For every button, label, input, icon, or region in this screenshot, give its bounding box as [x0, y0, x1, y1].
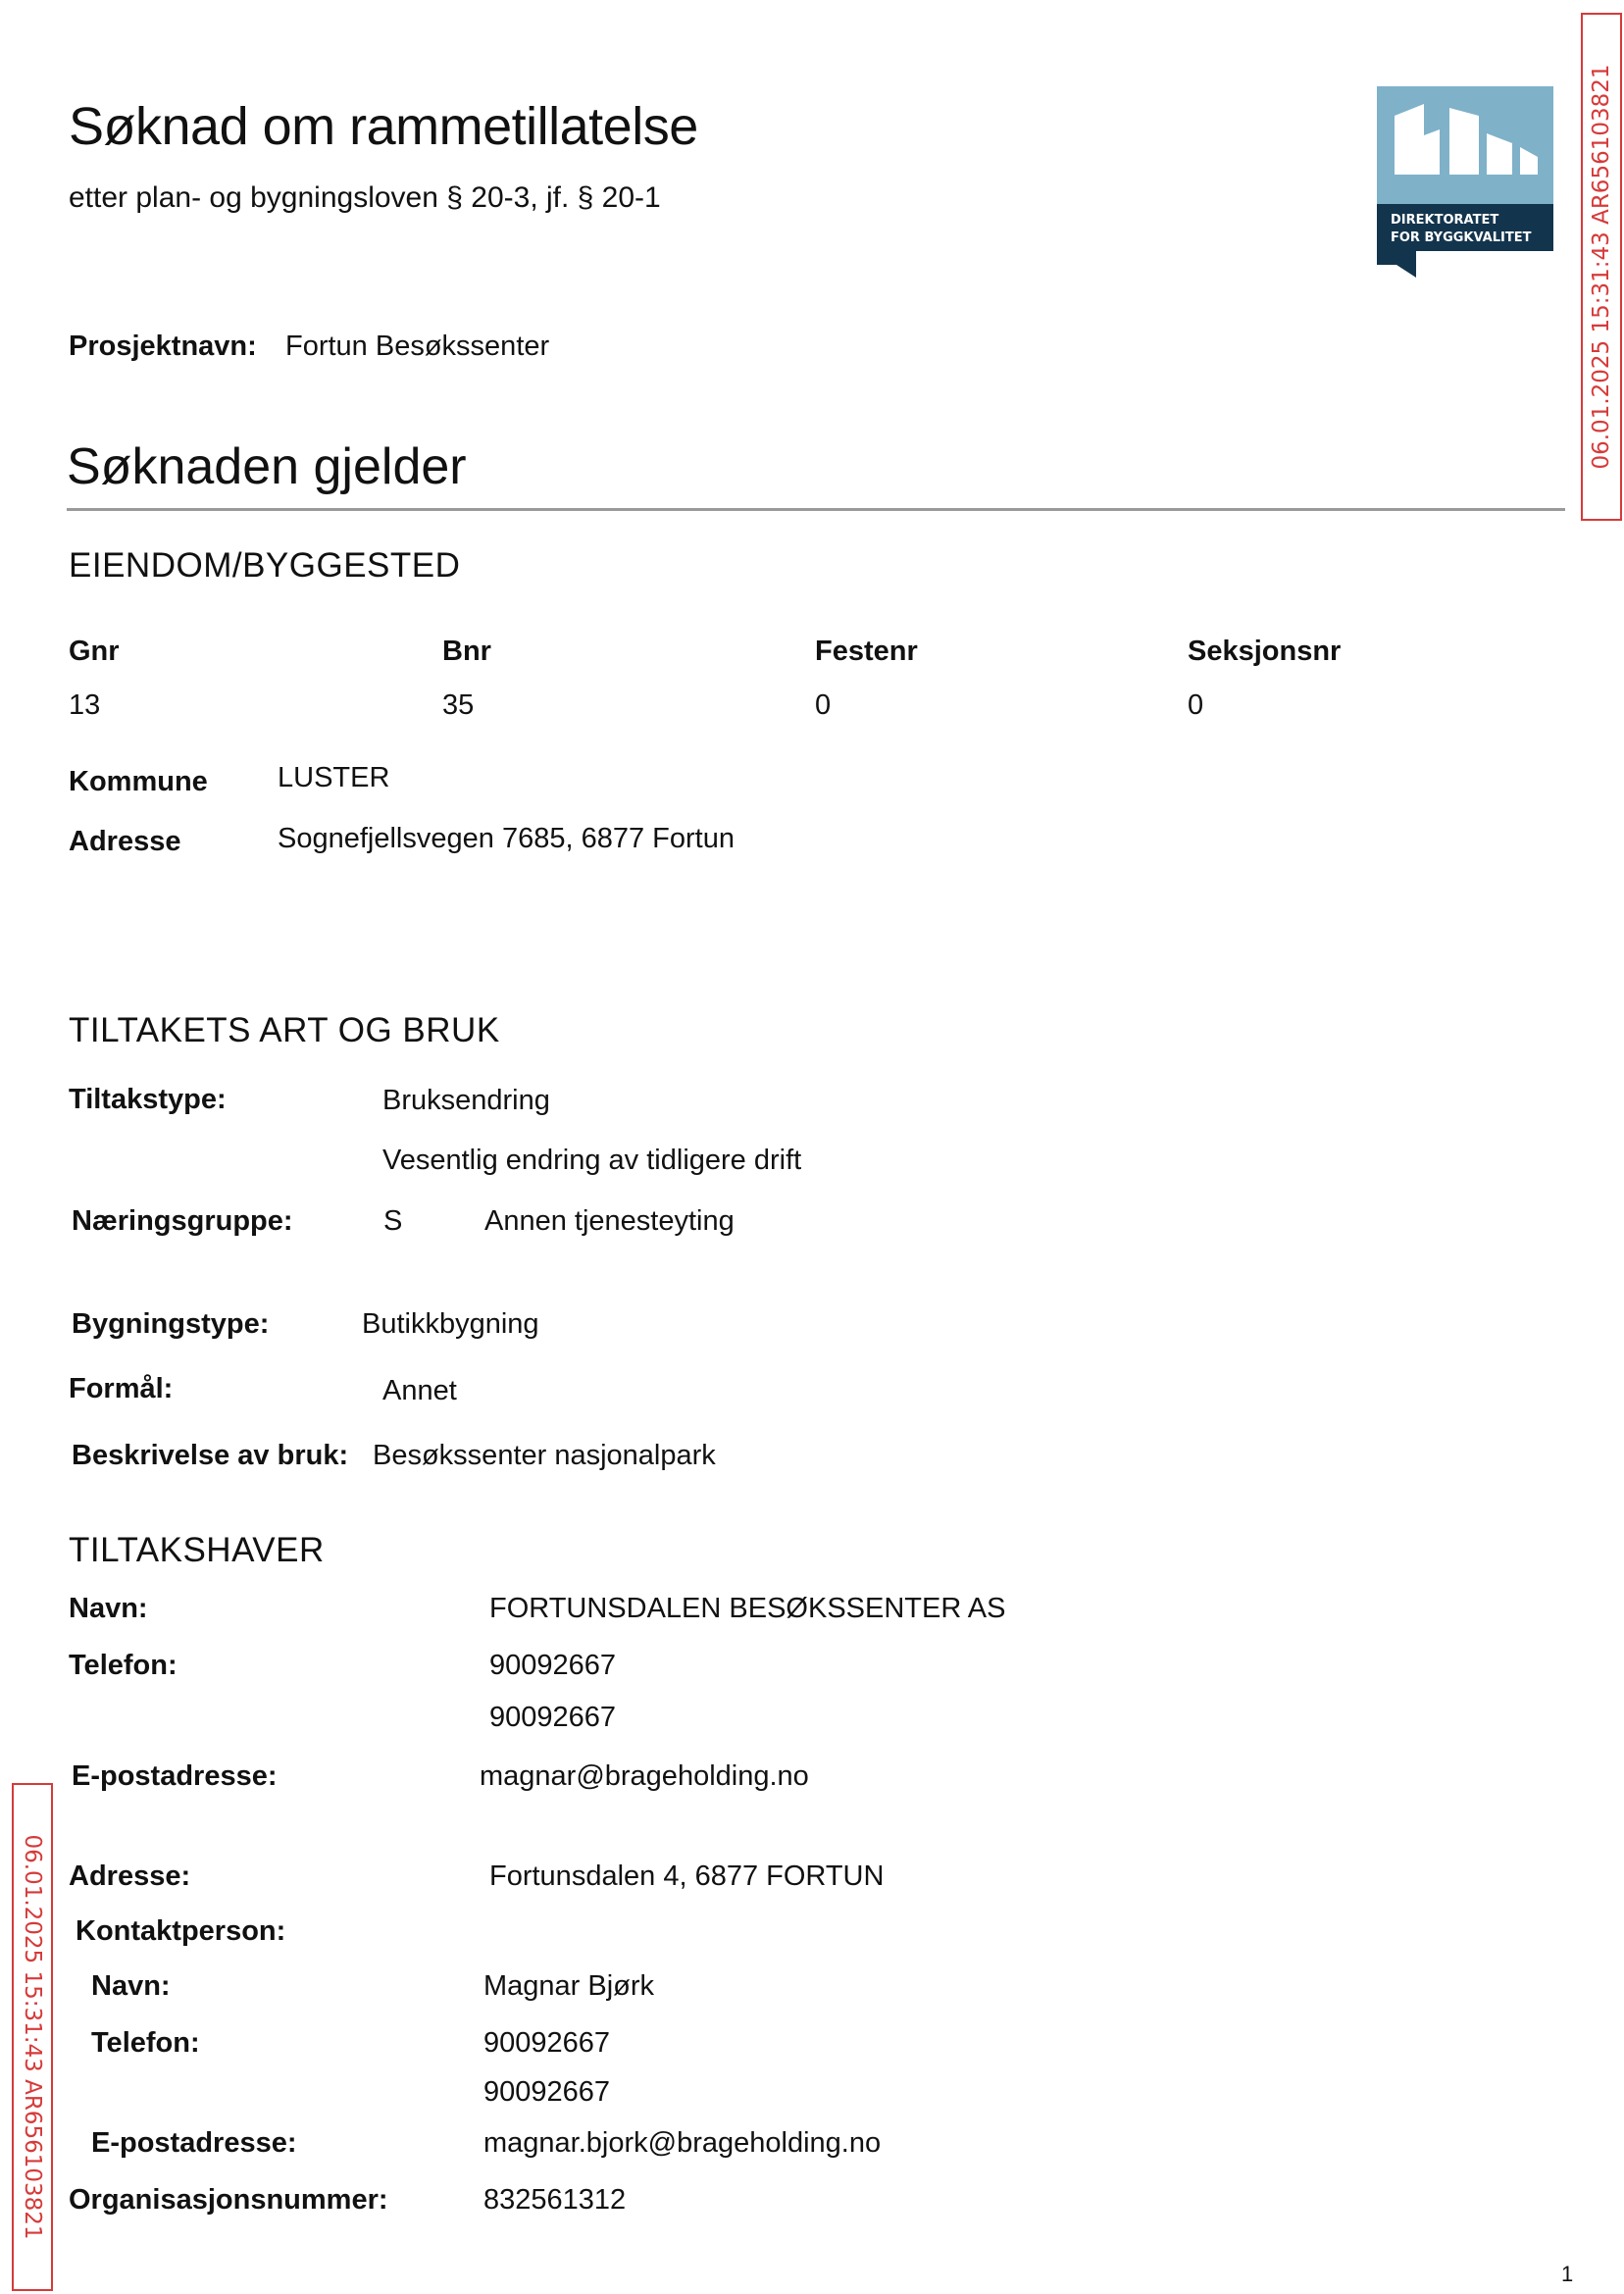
owner-phone-2: 90092667: [489, 1702, 617, 1733]
contact-phone-label: Telefon:: [91, 2027, 200, 2059]
owner-phone-label: Telefon:: [69, 1650, 178, 1681]
seksjonsnr-value: 0: [1188, 689, 1204, 721]
project-name-value: Fortun Besøkssenter: [285, 331, 550, 362]
building-type-label: Bygningstype:: [72, 1308, 270, 1340]
contact-phone-2: 90092667: [483, 2076, 611, 2108]
industry-name: Annen tjenesteyting: [484, 1205, 735, 1237]
contact-email-label: E-postadresse:: [91, 2127, 297, 2159]
gnr-value: 13: [69, 689, 101, 721]
owner-name-label: Navn:: [69, 1593, 148, 1624]
usage-value: Besøkssenter nasjonalpark: [373, 1440, 716, 1471]
address-value: Sognefjellsvegen 7685, 6877 Fortun: [278, 823, 735, 854]
org-number-label: Organisasjonsnummer:: [69, 2184, 388, 2216]
stamp-text: 06.01.2025 15:31:43 AR656103821: [1589, 64, 1614, 470]
municipality-value: LUSTER: [278, 762, 390, 793]
usage-label: Beskrivelse av bruk:: [72, 1440, 349, 1471]
measure-type-2: Vesentlig endring av tidligere drift: [382, 1145, 802, 1176]
document-subtitle: etter plan- og bygningsloven § 20-3, jf. § 20-1: [69, 181, 661, 214]
archive-stamp-right: [1581, 13, 1622, 521]
measure-heading: TILTAKETS ART OG BRUK: [69, 1011, 500, 1049]
org-number-value: 832561312: [483, 2184, 627, 2216]
project-name-label: Prosjektnavn:: [69, 331, 257, 362]
seksjonsnr-label: Seksjonsnr: [1188, 636, 1342, 667]
section-title: Søknaden gjelder: [67, 438, 467, 495]
section-divider: [67, 508, 1565, 511]
logo-text-2: FOR BYGGKVALITET: [1391, 230, 1532, 245]
measure-type-label: Tiltakstype:: [69, 1084, 227, 1115]
owner-phone-1: 90092667: [489, 1650, 617, 1681]
owner-name-value: FORTUNSDALEN BESØKSSENTER AS: [489, 1593, 1006, 1624]
archive-stamp-left: [12, 1783, 53, 2291]
page-number: 1: [1561, 2262, 1574, 2286]
contact-phone-1: 90092667: [483, 2027, 611, 2059]
dibk-logo: [1377, 86, 1553, 278]
bnr-label: Bnr: [442, 636, 491, 667]
contact-email-value: magnar.bjork@brageholding.no: [483, 2127, 882, 2159]
municipality-label: Kommune: [69, 766, 208, 797]
festenr-value: 0: [815, 689, 832, 721]
contact-name-value: Magnar Bjørk: [483, 1970, 655, 2002]
owner-email-value: magnar@brageholding.no: [480, 1760, 809, 1792]
logo-text-1: DIREKTORATET: [1391, 213, 1499, 228]
contact-name-label: Navn:: [91, 1970, 171, 2002]
owner-address-value: Fortunsdalen 4, 6877 FORTUN: [489, 1861, 885, 1892]
contact-person-label: Kontaktperson:: [76, 1915, 286, 1947]
bnr-value: 35: [442, 689, 475, 721]
purpose-label: Formål:: [69, 1373, 174, 1404]
owner-address-label: Adresse:: [69, 1861, 191, 1892]
owner-email-label: E-postadresse:: [72, 1760, 278, 1792]
measure-type-1: Bruksendring: [382, 1085, 550, 1116]
document-title: Søknad om rammetillatelse: [69, 97, 698, 156]
stamp-text: 06.01.2025 15:31:43 AR656103821: [20, 1834, 45, 2240]
industry-code: S: [383, 1205, 403, 1237]
purpose-value: Annet: [382, 1375, 457, 1406]
industry-label: Næringsgruppe:: [72, 1205, 293, 1237]
property-heading: EIENDOM/BYGGESTED: [69, 546, 461, 585]
address-label: Adresse: [69, 826, 181, 857]
gnr-label: Gnr: [69, 636, 120, 667]
building-type-value: Butikkbygning: [362, 1308, 539, 1340]
festenr-label: Festenr: [815, 636, 918, 667]
owner-heading: TILTAKSHAVER: [69, 1531, 325, 1569]
